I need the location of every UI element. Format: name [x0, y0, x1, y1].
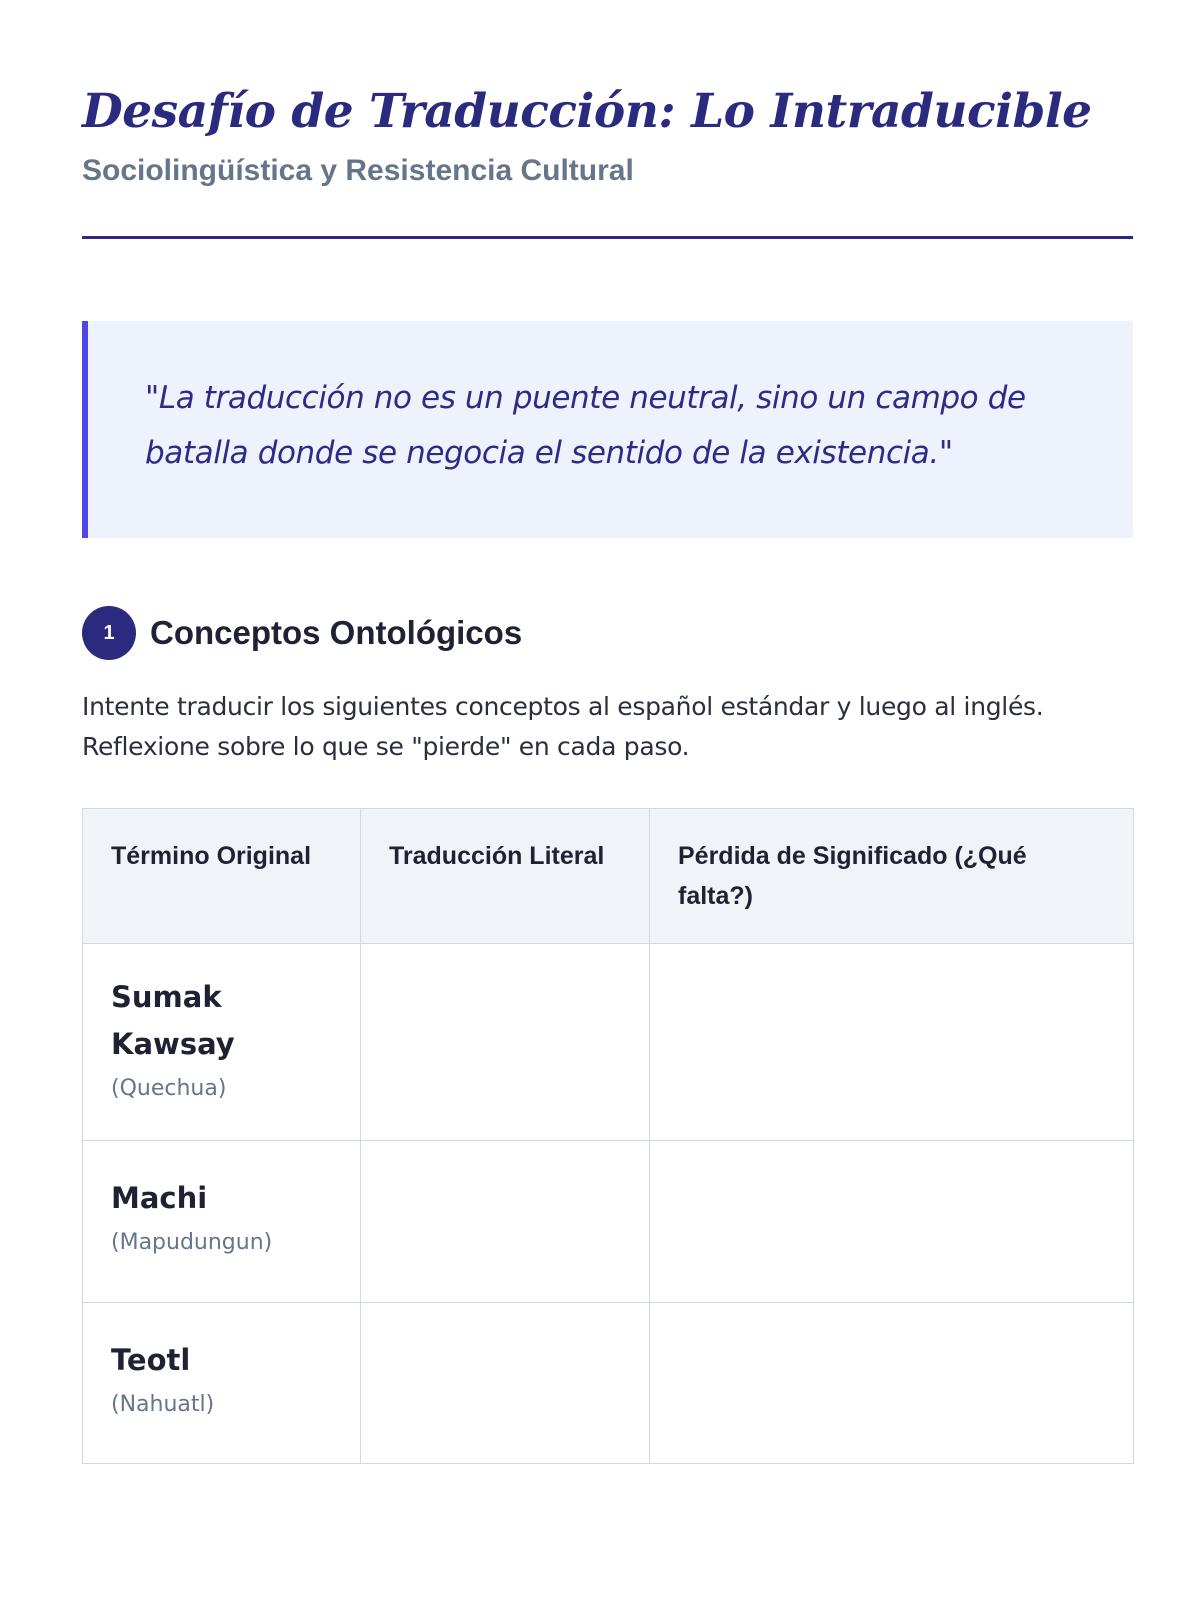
quote-text: "La traducción no es un puente neutral, sino un campo de batalla donde se negocia el sentido de la existencia.": [145, 380, 1026, 471]
term-language: (Mapudungun): [111, 1230, 273, 1255]
section-number-badge: 1: [82, 606, 136, 660]
term-name: Teotl: [111, 1343, 191, 1377]
meaning-loss-cell[interactable]: [650, 1141, 1134, 1303]
table-row: [83, 944, 1134, 1141]
term-language: (Nahuatl): [111, 1392, 215, 1417]
header-divider: [82, 236, 1133, 239]
column-header-literal-translation: Traducción Literal: [361, 809, 650, 944]
meaning-loss-cell[interactable]: [650, 1303, 1134, 1464]
translation-table: [82, 808, 1134, 1464]
table-row: [83, 1141, 1134, 1303]
term-cell: [83, 1303, 361, 1464]
literal-translation-cell[interactable]: [361, 944, 650, 1141]
term-language: (Quechua): [111, 1076, 227, 1101]
term-cell: [83, 1141, 361, 1303]
literal-translation-cell[interactable]: [361, 1303, 650, 1464]
literal-translation-cell[interactable]: [361, 1141, 650, 1303]
table-header-row: [83, 809, 1134, 944]
section-instructions: Intente traducir los siguientes conceptos al español estándar y luego al inglés. Reflexione sobre lo que se "pierde" en cada paso.: [82, 692, 1044, 761]
page-title: Desafío de Traducción: Lo Intraducible: [82, 84, 1092, 139]
column-header-original-term: Término Original: [83, 809, 361, 944]
section-heading: [82, 606, 522, 660]
term-cell: [83, 944, 361, 1141]
table-row: [83, 1303, 1134, 1464]
term-name: Sumak Kawsay: [111, 980, 235, 1061]
section-title: Conceptos Ontológicos: [150, 614, 523, 651]
term-name: Machi: [111, 1181, 208, 1215]
column-header-meaning-loss: Pérdida de Significado (¿Qué falta?): [650, 809, 1134, 944]
page-subtitle: Sociolingüística y Resistencia Cultural: [82, 154, 634, 187]
meaning-loss-cell[interactable]: [650, 944, 1134, 1141]
quote-block: [82, 321, 1133, 538]
